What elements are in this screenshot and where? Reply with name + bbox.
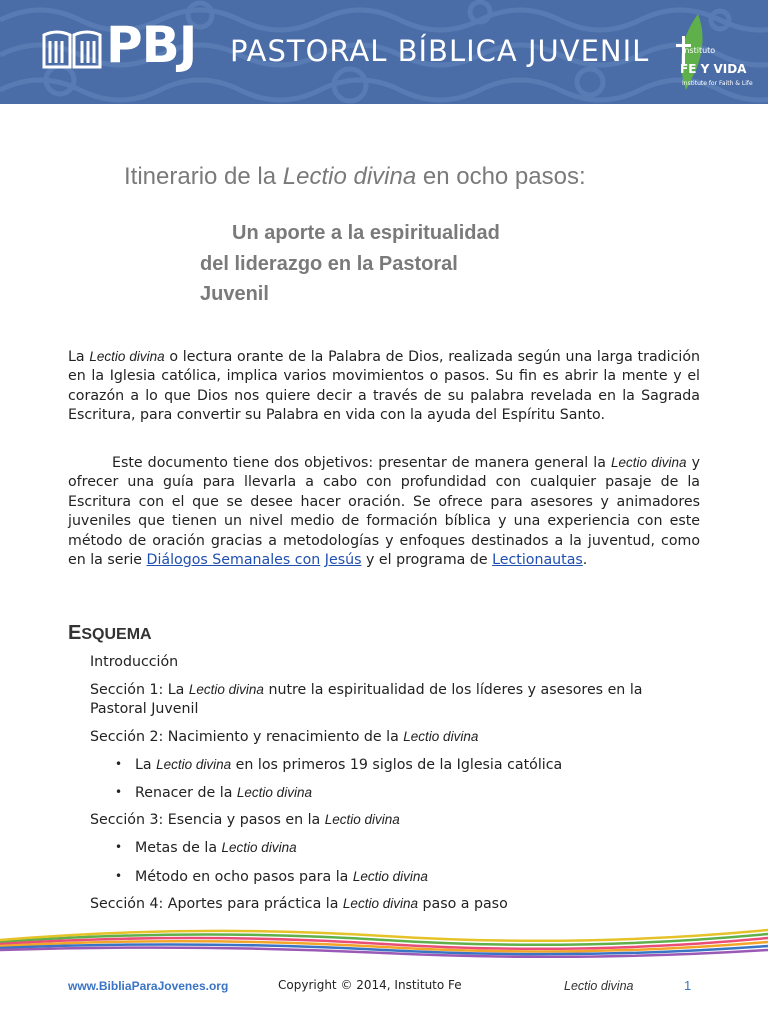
open-book-icon — [40, 27, 104, 73]
heading-rest: SQUEMA — [81, 626, 152, 643]
partner-name: FE Y VIDA — [680, 62, 747, 76]
outline-italic: Lectio divina — [156, 757, 232, 772]
title-text-2: en ocho pasos: — [416, 163, 586, 190]
link-jesus[interactable]: Jesús — [324, 552, 362, 569]
outline-subitem — [135, 838, 297, 858]
outline-italic: Lectio divina — [342, 896, 418, 911]
outline-text: Metas de la — [135, 840, 222, 856]
bullet-icon: • — [115, 757, 123, 771]
subtitle-line-2: del liderazgo en la Pastoral — [200, 253, 458, 275]
outline-item — [90, 894, 508, 914]
outline-text: en los primeros 19 siglos de la Iglesia católica — [231, 757, 563, 773]
outline-italic: Lectio divina — [403, 729, 479, 744]
outline-text: Método en ocho pasos para la — [135, 869, 353, 885]
outline-italic: Lectio divina — [221, 840, 297, 855]
footer-document-name: Lectio divina — [564, 979, 634, 993]
partner-tagline: Institute for Faith & Life — [682, 80, 753, 87]
document-title — [124, 163, 586, 191]
para2-text-4: y el programa de — [361, 552, 493, 569]
subtitle-line-3: Juvenil — [200, 283, 269, 305]
pbj-logo-text: PBJ — [106, 16, 197, 74]
subtitle-line-1: Un aporte a la espiritualidad — [232, 222, 500, 244]
outline-text: La — [135, 757, 157, 773]
outline-italic: Lectio divina — [236, 785, 312, 800]
bullet-icon: • — [115, 840, 123, 854]
outline-item — [90, 727, 478, 747]
title-italic: Lectio divina — [282, 163, 417, 190]
footer-copyright: Copyright © 2014, Instituto Fe — [278, 978, 462, 992]
para1-text-2: o lectura orante de la Palabra de Dios, realizada según una larga tradición en la Iglesia católica, implica varios movimientos o pasos. Su fin es abrir la mente y el corazón a lo que Dios nos quiere decir a través de su palabra revelada en la Sagrada Escritura, para convertir su Palabra en vida con la ayuda del Espíritu Santo. — [68, 349, 701, 424]
outline-text: Sección 1: La — [90, 682, 189, 698]
partner-instituto: Instituto — [682, 46, 716, 55]
outline-italic: Lectio divina — [324, 812, 400, 827]
intro-paragraph — [68, 347, 700, 426]
outline-text: Renacer de la — [135, 785, 237, 801]
header-title: PASTORAL BÍBLICA JUVENIL — [230, 34, 650, 68]
outline-item — [90, 810, 400, 830]
para1-italic: Lectio divina — [89, 349, 165, 364]
outline-text: Sección 2: Nacimiento y renacimiento de la — [90, 729, 404, 745]
outline-text: Sección 3: Esencia y pasos en la — [90, 812, 325, 828]
para1-text-1: La — [68, 349, 90, 365]
para2-text-2: y ofrecer una guía para llevarla a cabo con profundidad con cualquier pasaje de la Escritura con el que se desee hacer oración. Se ofrece para asesores y animadores juveniles que tienen un nivel medio de formación bíblica y una experiencia con este método de oración gracias a metodologías y enfoques destinados a la juventud, como en la serie — [68, 455, 700, 569]
outline-text: nutre la espiritualidad de los líderes y asesores en la — [263, 682, 643, 698]
bullet-icon: • — [115, 869, 123, 883]
outline-italic: Lectio divina — [188, 682, 264, 697]
footer-website-link[interactable]: www.BibliaParaJovenes.org — [68, 979, 229, 993]
link-dialogos-semanales[interactable]: Diálogos Semanales con — [146, 552, 321, 569]
bullet-icon: • — [115, 785, 123, 799]
outline-subitem — [135, 867, 428, 887]
page-header — [0, 0, 768, 104]
para2-text-1: Este documento tiene dos objetivos: presentar de manera general la — [112, 455, 611, 471]
page-number: 1 — [684, 978, 692, 993]
outline-subitem — [135, 755, 562, 775]
outline-text: Sección 4: Aportes para práctica la — [90, 896, 343, 912]
outline-text: Introducción — [90, 654, 179, 670]
outline-subitem — [135, 783, 312, 803]
section-heading-esquema — [68, 622, 152, 645]
title-text-1: Itinerario de la — [124, 163, 283, 190]
link-lectionautas[interactable]: Lectionautas — [492, 552, 583, 569]
outline-item — [90, 680, 642, 720]
outline-item — [90, 653, 178, 672]
objectives-paragraph — [68, 453, 700, 570]
footer-wave-decoration — [0, 922, 768, 958]
outline-italic: Lectio divina — [352, 869, 428, 884]
para2-period: . — [582, 552, 588, 569]
outline-text: paso a paso — [417, 896, 508, 912]
outline-text: Pastoral Juvenil — [90, 701, 199, 718]
para2-italic: Lectio divina — [610, 455, 687, 470]
heading-initial: E — [68, 622, 82, 644]
